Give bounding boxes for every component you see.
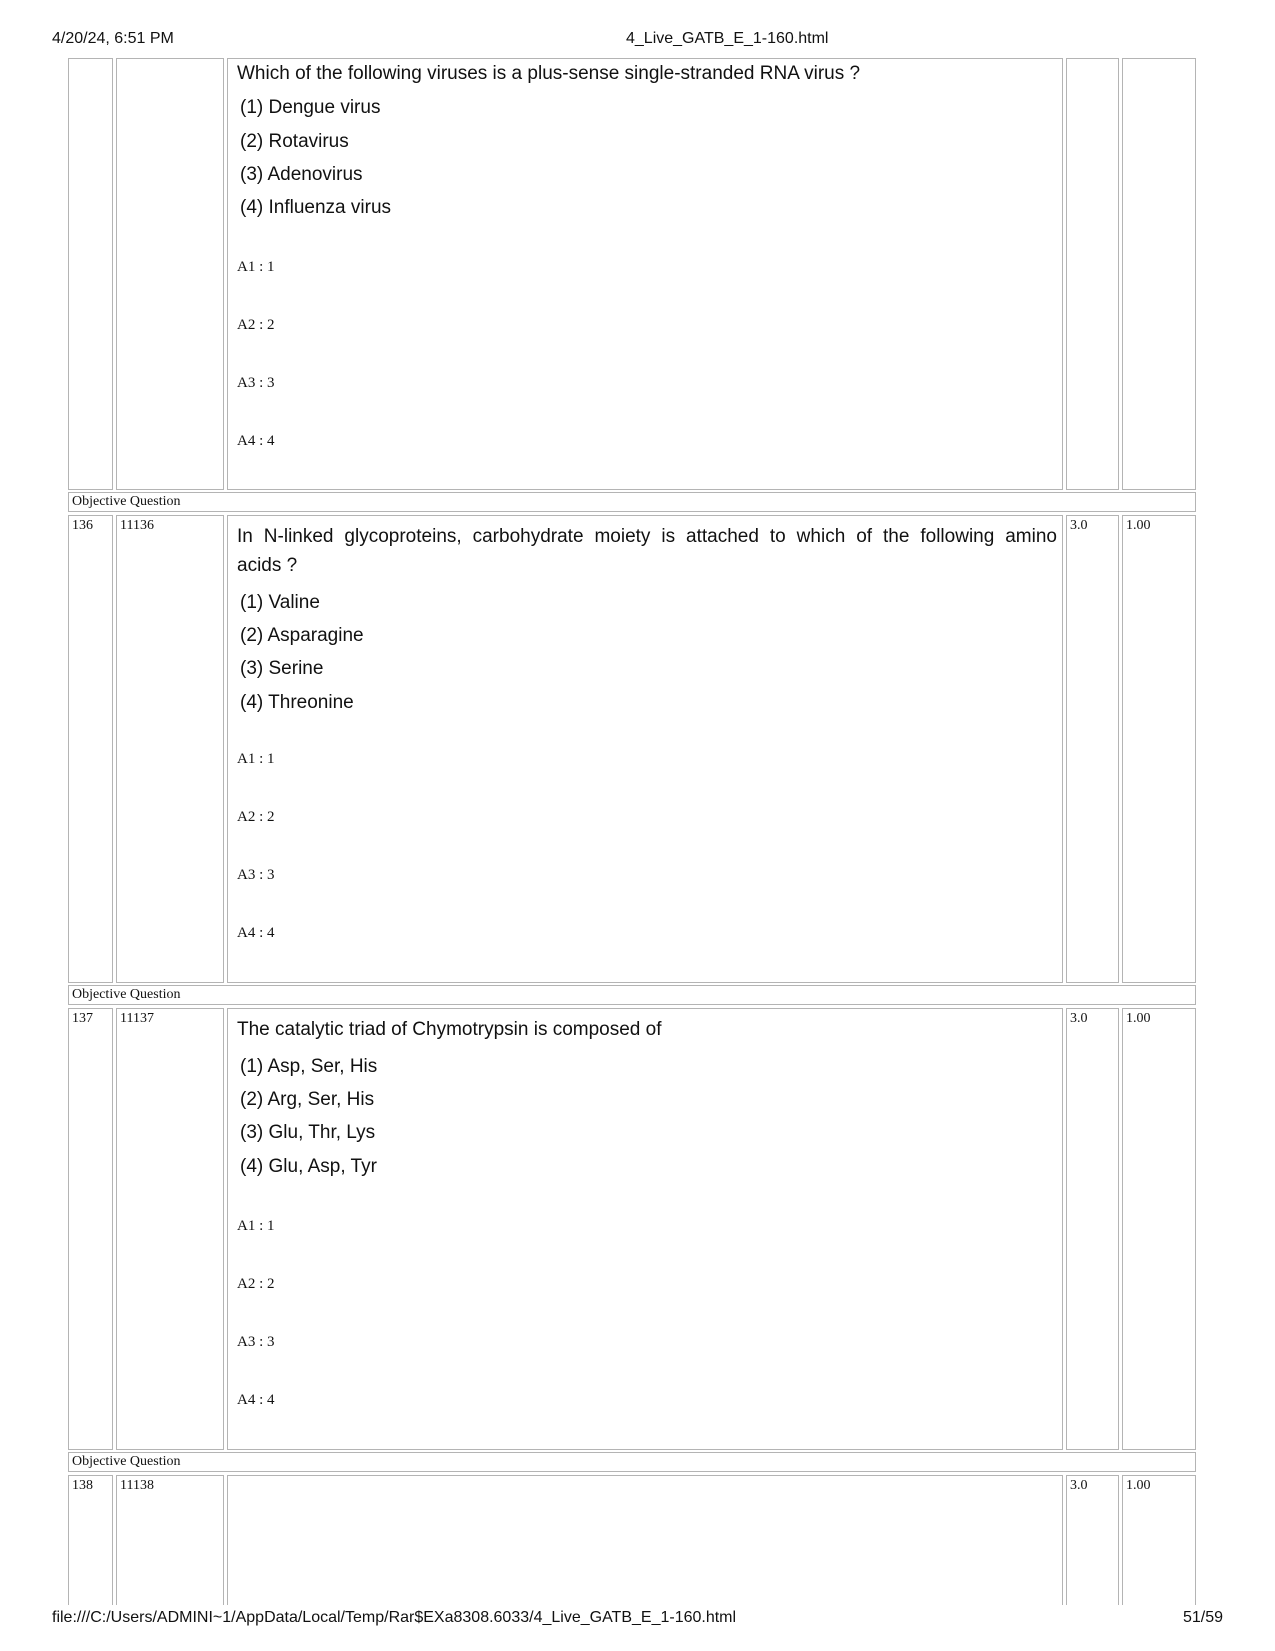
answer-3: A3 : 3: [237, 375, 275, 391]
answer-4: A4 : 4: [237, 433, 275, 449]
document-title: 4_Live_GATB_E_1-160.html: [626, 30, 829, 47]
marks-cell: [1066, 1008, 1119, 1450]
question-text: Which of the following viruses is a plus-sense single-stranded RNA virus ?: [237, 63, 861, 84]
negative-marks-value: 1.00: [1126, 1478, 1151, 1493]
marks-value: 3.0: [1070, 1011, 1088, 1026]
marks-value: 3.0: [1070, 518, 1088, 533]
negative-marks-cell: [1122, 1475, 1196, 1605]
negative-marks-value: 1.00: [1126, 1011, 1151, 1026]
option-2: (2) Rotavirus: [240, 131, 349, 152]
qid-cell: [116, 58, 224, 490]
print-datetime: 4/20/24, 6:51 PM: [52, 30, 174, 47]
qid-cell: [116, 515, 224, 983]
section-label: [68, 985, 1196, 1005]
serial-number: 137: [72, 1011, 93, 1026]
question-cell: [227, 58, 1063, 490]
option-1: (1) Dengue virus: [240, 97, 381, 118]
section-label: [68, 492, 1196, 512]
option-3: (3) Serine: [240, 658, 324, 679]
answer-4: A4 : 4: [237, 925, 275, 941]
answer-1: A1 : 1: [237, 1218, 275, 1234]
question-text-line-1: In N-linked glycoproteins, carbohydrate moiety is attached to which of the following amino: [237, 526, 1057, 547]
section-label: [68, 1452, 1196, 1472]
sno-cell: [68, 1475, 113, 1605]
question-id: 11136: [120, 518, 154, 533]
marks-cell: [1066, 1475, 1119, 1605]
answer-1: A1 : 1: [237, 751, 275, 767]
option-1: (1) Asp, Ser, His: [240, 1056, 378, 1077]
file-url: file:///C:/Users/ADMINI~1/AppData/Local/Temp/Rar$EXa8308.6033/4_Live_GATB_E_1-160.html: [52, 1609, 737, 1626]
question-id: 11138: [120, 1478, 154, 1493]
question-cell: [227, 1475, 1063, 1605]
section-label-text: Objective Question: [72, 494, 181, 509]
answer-2: A2 : 2: [237, 809, 275, 825]
negative-marks-cell: [1122, 515, 1196, 983]
question-text: The catalytic triad of Chymotrypsin is composed of: [237, 1019, 662, 1040]
sno-cell: [68, 515, 113, 983]
answer-3: A3 : 3: [237, 867, 275, 883]
qid-cell: [116, 1475, 224, 1605]
answer-3: A3 : 3: [237, 1334, 275, 1350]
option-2: (2) Asparagine: [240, 625, 364, 646]
question-cell: [227, 515, 1063, 983]
question-id: 11137: [120, 1011, 154, 1026]
answer-1: A1 : 1: [237, 259, 275, 275]
marks-cell: [1066, 58, 1119, 490]
option-3: (3) Glu, Thr, Lys: [240, 1122, 376, 1143]
answer-2: A2 : 2: [237, 1276, 275, 1292]
section-label-text: Objective Question: [72, 987, 181, 1002]
qid-cell: [116, 1008, 224, 1450]
marks-cell: [1066, 515, 1119, 983]
question-text-line-2: acids ?: [237, 555, 298, 576]
question-cell: [227, 1008, 1063, 1450]
page-number: 51/59: [1183, 1609, 1224, 1626]
negative-marks-cell: [1122, 1008, 1196, 1450]
option-1: (1) Valine: [240, 592, 320, 613]
answer-4: A4 : 4: [237, 1392, 275, 1408]
option-4: (4) Threonine: [240, 692, 354, 713]
option-4: (4) Glu, Asp, Tyr: [240, 1156, 377, 1177]
serial-number: 138: [72, 1478, 93, 1493]
negative-marks-value: 1.00: [1126, 518, 1151, 533]
option-4: (4) Influenza virus: [240, 197, 392, 218]
answer-2: A2 : 2: [237, 317, 275, 333]
option-3: (3) Adenovirus: [240, 164, 363, 185]
marks-value: 3.0: [1070, 1478, 1088, 1493]
sno-cell: [68, 58, 113, 490]
sno-cell: [68, 1008, 113, 1450]
serial-number: 136: [72, 518, 93, 533]
section-label-text: Objective Question: [72, 1454, 181, 1469]
negative-marks-cell: [1122, 58, 1196, 490]
option-2: (2) Arg, Ser, His: [240, 1089, 375, 1110]
